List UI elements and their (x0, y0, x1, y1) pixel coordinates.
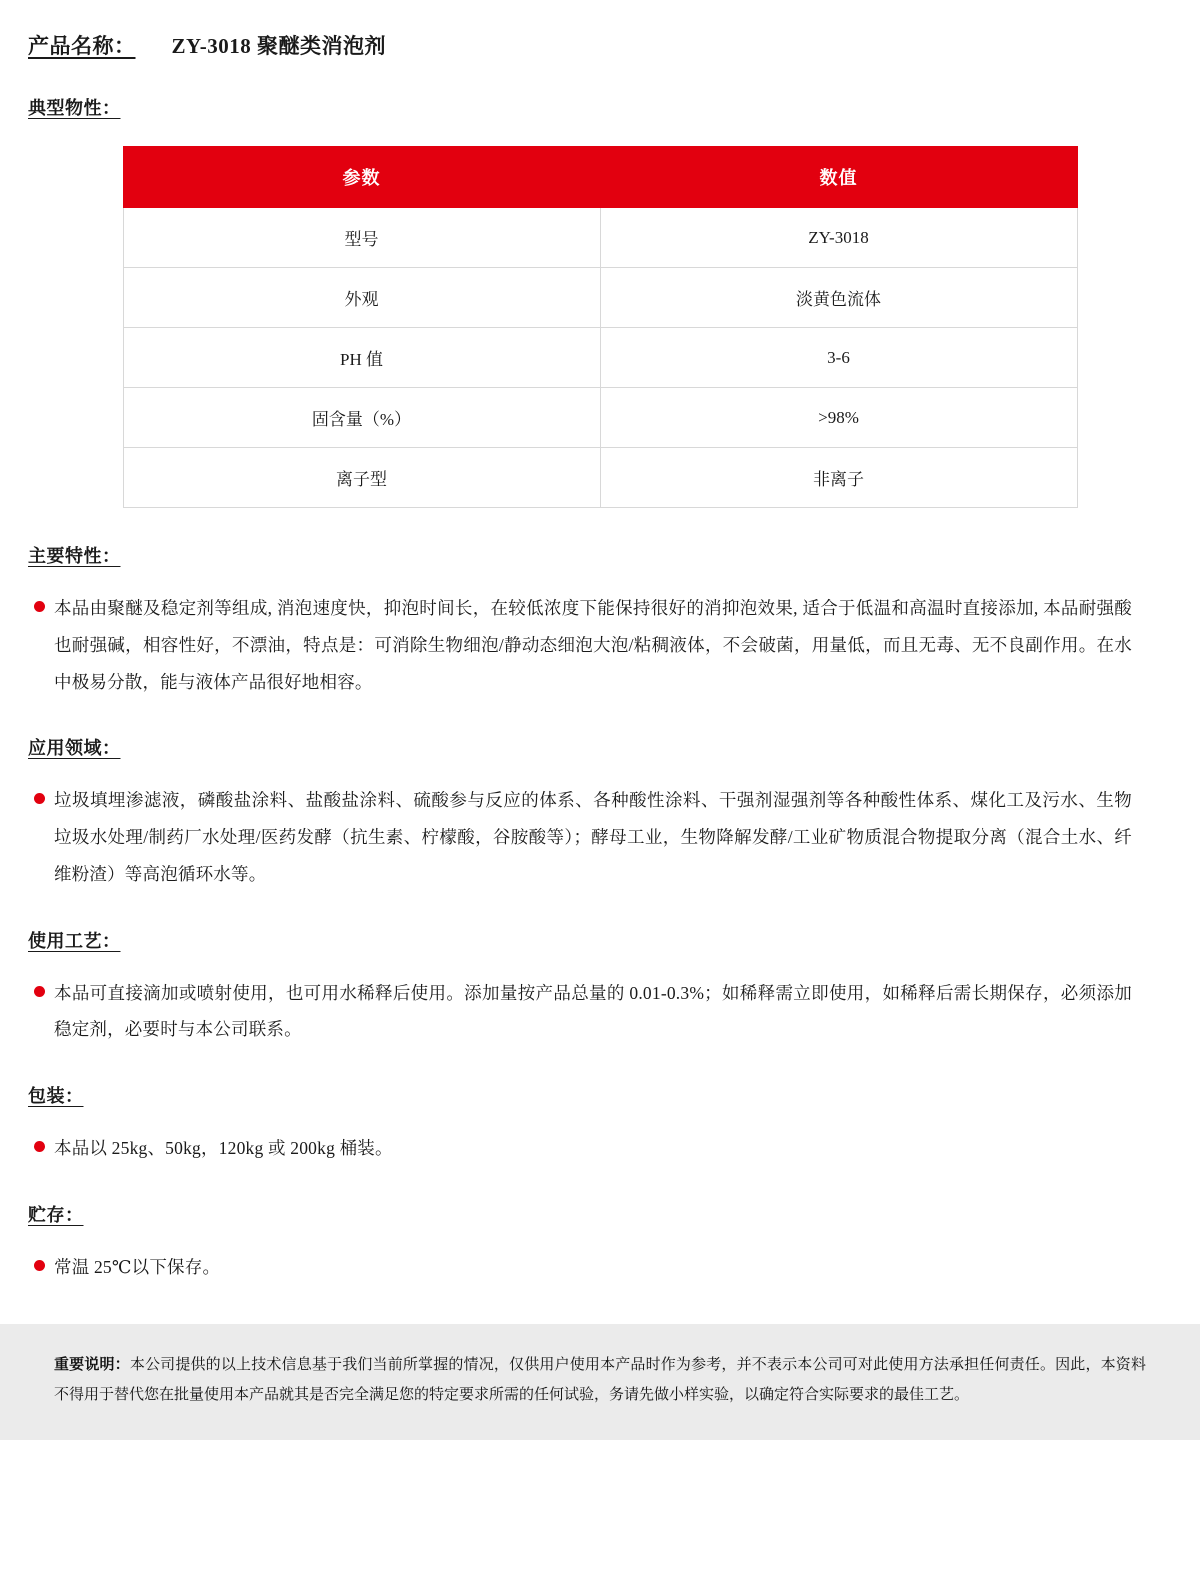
product-name-label: 产品名称： (28, 34, 136, 58)
table-cell-parameter: 离子型 (123, 448, 600, 508)
table-cell-value: 非离子 (600, 448, 1077, 508)
bullet-dot-icon (28, 782, 54, 892)
product-title-row (28, 30, 1172, 60)
bullet-item-packaging (28, 1130, 1172, 1167)
product-name-value: ZY-3018 聚醚类消泡剂 (171, 34, 386, 58)
table-header-value: 数值 (600, 147, 1077, 208)
section-heading-packaging: 包装： (28, 1086, 84, 1106)
bullet-item-main-features (28, 590, 1172, 700)
bullet-dot-icon (28, 975, 54, 1049)
table-cell-parameter: 外观 (123, 268, 600, 328)
bullet-item-usage-process (28, 975, 1172, 1049)
table-cell-parameter: 固含量（%） (123, 388, 600, 448)
table-row (123, 208, 1077, 268)
bullet-text-main-features: 本品由聚醚及稳定剂等组成, 消泡速度快，抑泡时间长，在较低浓度下能保持很好的消抑泡效果, 适合于低温和高温时直接添加, 本品耐强酸也耐强碱，相容性好，不漂油，特点是：可消除生物细泡/静动态细泡大泡/粘稠液体，不会破菌，用量低，而且无毒、无不良副作用。在水中极易分散，能与液体产品很好地相容。 (54, 598, 1132, 692)
section-heading-application-fields: 应用领域： (28, 738, 121, 759)
important-note-label: 重要说明： (54, 1356, 130, 1373)
properties-table-wrapper (28, 146, 1172, 508)
table-cell-value: 3-6 (600, 328, 1077, 388)
bullet-item-storage (28, 1249, 1172, 1286)
important-note-text: 本公司提供的以上技术信息基于我们当前所掌握的情况，仅供用户使用本产品时作为参考，并不表示本公司可对此使用方法承担任何责任。因此，本资料不得用于替代您在批量使用本产品就其是否完全满足您的特定要求所需的任何试验，务请先做小样实验，以确定符合实际要求的最佳工艺。 (54, 1356, 1146, 1403)
section-heading-typical-properties: 典型物性： (28, 98, 121, 118)
table-row (123, 448, 1077, 508)
section-heading-storage: 贮存： (28, 1204, 84, 1225)
bullet-text-application-fields: 垃圾填埋渗滤液，磷酸盐涂料、盐酸盐涂料、硫酸参与反应的体系、各种酸性涂料、干强剂湿强剂等各种酸性体系、煤化工及污水、生物垃圾水处理/制药厂水处理/医药发酵（抗生素、柠檬酸，谷胺酸等）；酵母工业，生物降解发酵/工业矿物质混合物提取分离（混合土水、纤维粉渣）等高泡循环水等。 (54, 790, 1132, 884)
important-note-box (0, 1324, 1200, 1440)
table-row (123, 328, 1077, 388)
table-row (123, 388, 1077, 448)
properties-table (123, 146, 1078, 508)
table-cell-parameter: 型号 (123, 208, 600, 268)
bullet-text-storage: 常温 25℃以下保存。 (54, 1256, 221, 1277)
table-cell-value: >98% (600, 388, 1077, 448)
bullet-text-packaging: 本品以 25kg、50kg，120kg 或 200kg 桶装。 (54, 1138, 393, 1158)
table-cell-value: 淡黄色流体 (600, 268, 1077, 328)
bullet-text-usage-process: 本品可直接滴加或喷射使用，也可用水稀释后使用。添加量按产品总量的 0.01-0.3%；如稀释需立即使用，如稀释后需长期保存，必须添加稳定剂，必要时与本公司联系。 (54, 982, 1132, 1040)
bullet-dot-icon (28, 1249, 54, 1286)
table-row (123, 268, 1077, 328)
table-cell-value: ZY-3018 (600, 208, 1077, 268)
bullet-dot-icon (28, 590, 54, 700)
section-heading-main-features: 主要特性： (28, 546, 121, 566)
bullet-dot-icon (28, 1130, 54, 1167)
bullet-item-application-fields (28, 782, 1172, 892)
table-header-row (123, 147, 1077, 208)
table-header-parameter: 参数 (123, 147, 600, 208)
important-note-paragraph (54, 1350, 1146, 1410)
table-cell-parameter: PH 值 (123, 328, 600, 388)
section-heading-usage-process: 使用工艺： (28, 930, 121, 951)
